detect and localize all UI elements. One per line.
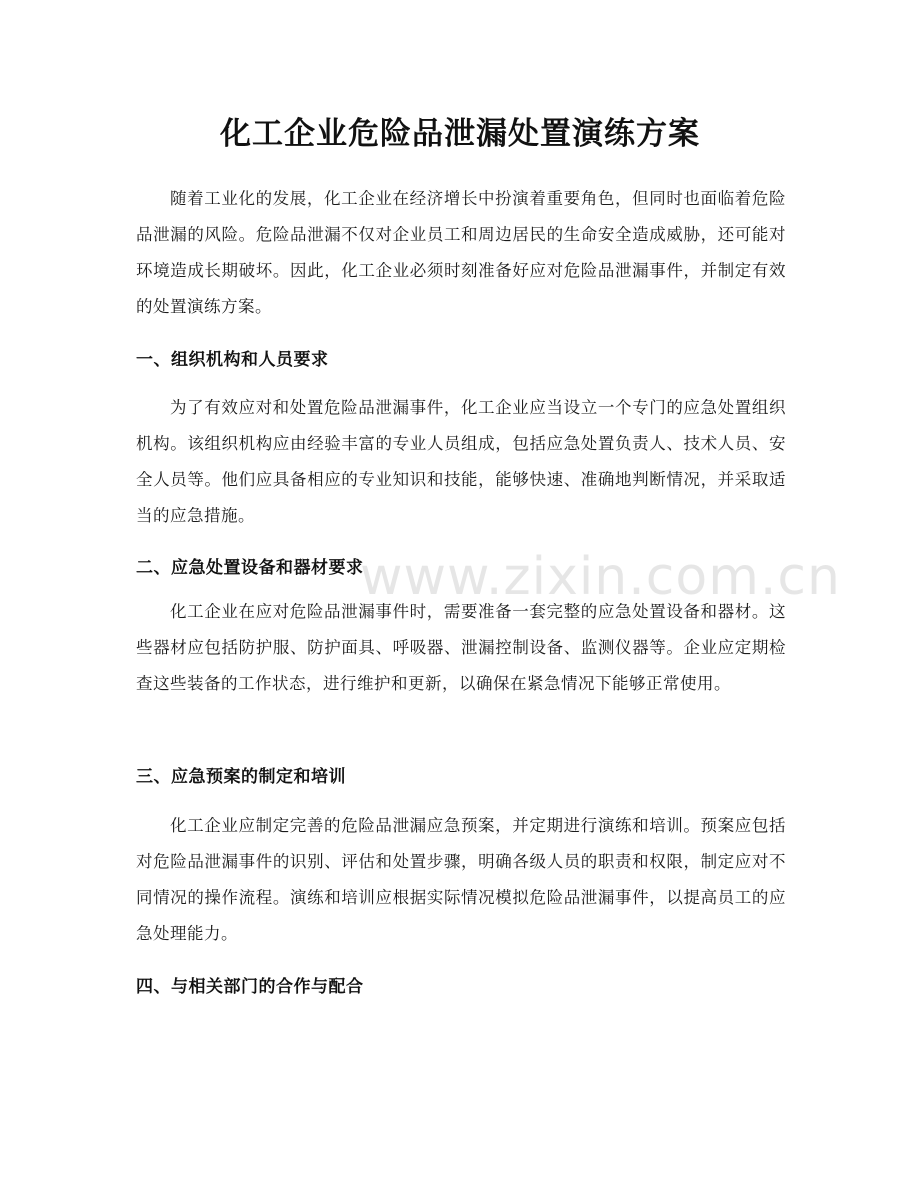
- intro-paragraph: 随着工业化的发展，化工企业在经济增长中扮演着重要角色，但同时也面临着危险品泄漏的风险。危险品泄漏不仅对企业员工和周边居民的生命安全造成威胁，还可能对环境造成长期破坏。因此，化工企业必须时刻准备好应对危险品泄漏事件，并制定有效的处置演练方案。: [136, 189, 786, 316]
- section-3-heading: 三、应急预案的制定和培训: [136, 767, 346, 787]
- section-3-body: 化工企业应制定完善的危险品泄漏应急预案，并定期进行演练和培训。预案应包括对危险品泄漏事件的识别、评估和处置步骤，明确各级人员的职责和权限，制定应对不同情况的操作流程。演练和培训应根据实际情况模拟危险品泄漏事件，以提高员工的应急处理能力。: [136, 816, 786, 943]
- section-1-heading: 一、组织机构和人员要求: [136, 350, 329, 370]
- section-1-body: 为了有效应对和处置危险品泄漏事件，化工企业应当设立一个专门的应急处置组织机构。该组织机构应由经验丰富的专业人员组成，包括应急处置负责人、技术人员、安全人员等。他们应具备相应的专业知识和技能，能够快速、准确地判断情况，并采取适当的应急措施。: [136, 398, 786, 525]
- section-4-heading: 四、与相关部门的合作与配合: [136, 977, 364, 997]
- document-title: 化工企业危险品泄漏处置演练方案: [220, 116, 700, 152]
- section-2-body: 化工企业在应对危险品泄漏事件时，需要准备一套完整的应急处置设备和器材。这些器材应包括防护服、防护面具、呼吸器、泄漏控制设备、监测仪器等。企业应定期检查这些装备的工作状态，进行维护和更新，以确保在紧急情况下能够正常使用。: [136, 602, 786, 693]
- watermark: www.zixin.com.cn: [360, 547, 841, 607]
- section-2-heading: 二、应急处置设备和器材要求: [136, 558, 364, 578]
